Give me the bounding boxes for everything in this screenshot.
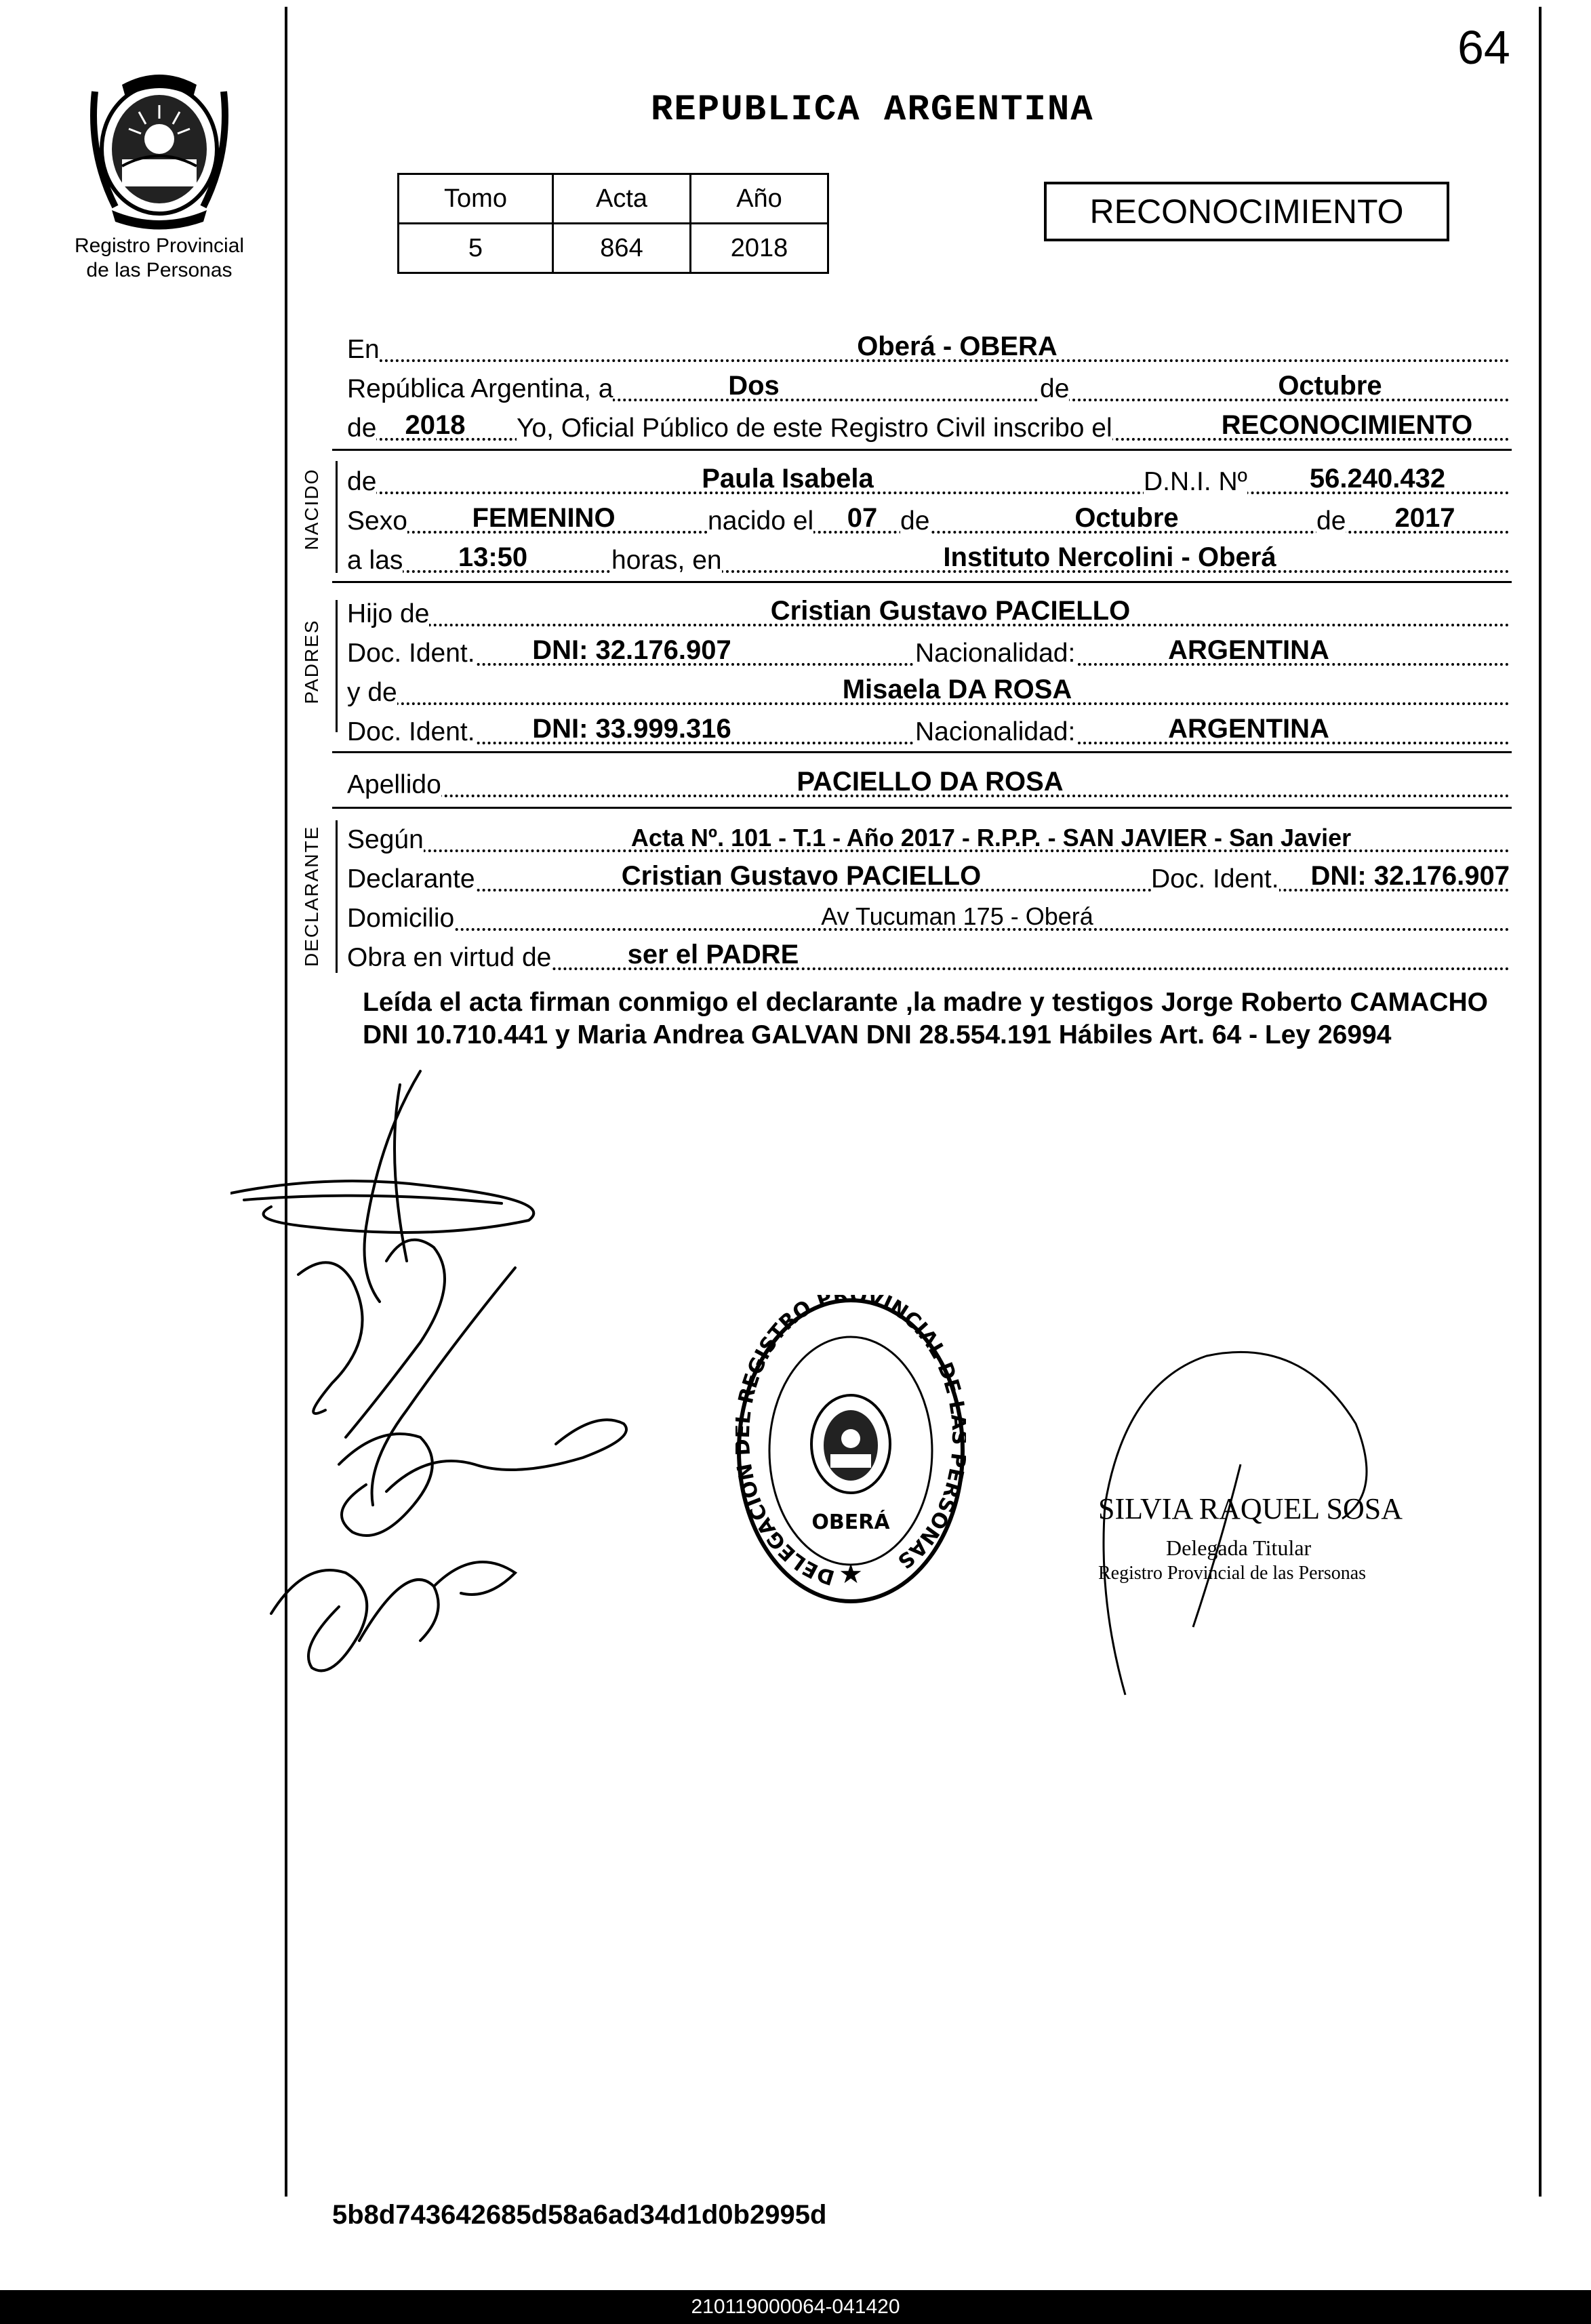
divider-apellido <box>332 807 1512 809</box>
signatures-handwritten <box>230 1058 705 1702</box>
mes-value: Octubre <box>1278 371 1382 401</box>
right-margin-line <box>1539 7 1542 2197</box>
side-label-declarante: DECLARANTE <box>301 825 322 967</box>
province-emblem-icon <box>75 64 244 231</box>
record-table <box>397 173 829 274</box>
divider-padres <box>332 751 1512 753</box>
declarante-bracket <box>336 820 338 973</box>
hijo-de-label: Hijo de <box>347 599 430 628</box>
row-madre-doc <box>347 708 1510 748</box>
side-label-padres: PADRES <box>301 619 322 704</box>
padre-nac-label: Nacionalidad: <box>915 639 1076 668</box>
declarante-doc-label: Doc. Ident. <box>1151 864 1279 894</box>
nacido-de-label: de <box>347 467 377 496</box>
horas-en-label: horas, en <box>611 546 722 575</box>
padre-nombre: Cristian Gustavo PACIELLO <box>770 596 1131 626</box>
official-stamp <box>736 1295 966 1607</box>
row-en <box>347 325 1510 366</box>
table-value-anio: 2018 <box>691 224 828 273</box>
divider-nacido <box>332 581 1512 583</box>
footer-code-bar: 210119000064-041420 <box>0 2290 1591 2324</box>
row-declarante <box>347 855 1510 896</box>
domicilio-value: Av Tucuman 175 - Oberá <box>821 902 1093 930</box>
obra-label: Obra en virtud de <box>347 943 552 972</box>
table-value-tomo: 5 <box>399 224 553 273</box>
row-hijo-de <box>347 590 1510 630</box>
sexo-value: FEMENINO <box>472 503 616 533</box>
official-signature-oval <box>1085 1342 1396 1722</box>
row-domicilio <box>347 894 1510 935</box>
padre-doc: DNI: 32.176.907 <box>532 635 731 665</box>
row-padre-doc <box>347 629 1510 670</box>
madre-doc: DNI: 33.999.316 <box>532 714 731 744</box>
de2-label: de <box>347 414 377 443</box>
closing-paragraph: Leída el acta firman conmigo el declarante ,la madre y testigos Jorge Roberto CAMACHO DNI 10.710.441 y Maria Andrea GALVAN DNI 28.554.191 Hábiles Art. 64 - Ley 26994 <box>363 988 1488 1049</box>
republica-label: República Argentina, a <box>347 374 613 403</box>
en-value: Oberá - OBERA <box>857 332 1058 361</box>
table-header-tomo: Tomo <box>399 174 553 224</box>
nacido-el-label: nacido el <box>708 506 814 536</box>
en-label: En <box>347 335 380 364</box>
declarante-doc: DNI: 32.176.907 <box>1310 861 1510 891</box>
inscribo-value: RECONOCIMIENTO <box>1221 410 1473 440</box>
row-segun <box>347 816 1510 856</box>
row-apellido <box>347 761 1510 801</box>
row-nacido-nombre <box>347 458 1510 498</box>
table-header-anio: Año <box>691 174 828 224</box>
logo-caption <box>27 234 291 283</box>
sexo-label: Sexo <box>347 506 407 536</box>
a-las-label: a las <box>347 546 403 575</box>
anio-value: 2018 <box>405 410 466 440</box>
logo-caption-line1: Registro Provincial <box>74 235 245 257</box>
apellido-label: Apellido <box>347 770 441 799</box>
padre-doc-label: Doc. Ident. <box>347 639 475 668</box>
logo-caption-line2: de las Personas <box>86 259 233 281</box>
obra-value: ser el PADRE <box>627 940 799 969</box>
divider-header <box>332 449 1512 451</box>
official-org: Registro Provincial de las Personas <box>1098 1563 1367 1584</box>
nacido-de-label2: de <box>900 506 930 536</box>
row-inscribo <box>347 404 1510 445</box>
nacido-nombre: Paula Isabela <box>702 464 874 494</box>
row-republica <box>347 365 1510 405</box>
madre-doc-label: Doc. Ident. <box>347 717 475 746</box>
nacido-bracket <box>336 461 338 573</box>
padres-bracket <box>336 600 338 732</box>
nacido-dia: 07 <box>847 503 878 533</box>
apellido-value: PACIELLO DA ROSA <box>797 767 1064 797</box>
segun-value: Acta Nº. 101 - T.1 - Año 2017 - R.P.P. - SAN JAVIER - San Javier <box>630 824 1352 852</box>
official-role: Delegada Titular <box>1166 1536 1312 1560</box>
y-de-label: y de <box>347 678 397 707</box>
yo-text: Yo, Oficial Público de este Registro Civil inscribo el <box>517 414 1112 443</box>
madre-nac-label: Nacionalidad: <box>915 717 1076 746</box>
declarante-label: Declarante <box>347 864 475 894</box>
de-label: de <box>1040 374 1070 403</box>
official-name: SILVIA RAQUEL SOSA <box>1098 1492 1403 1525</box>
page-number: 64 <box>1457 21 1510 74</box>
row-nacido-hora <box>347 536 1510 577</box>
document-title: REPUBLICA ARGENTINA <box>651 89 1094 131</box>
nacido-hora: 13:50 <box>458 542 528 572</box>
domicilio-label: Domicilio <box>347 904 455 933</box>
stamp-ring-text: DELEGACIO REGISTRO PROVINCIAL DE ERSONAS <box>736 1295 966 1590</box>
stamp-city: OBERÁ <box>811 1510 890 1534</box>
dni-label: D.N.I. Nº <box>1144 467 1247 496</box>
table-value-acta: 864 <box>553 224 691 273</box>
nacido-anio: 2017 <box>1394 503 1455 533</box>
row-y-de <box>347 668 1510 709</box>
nacido-mes: Octubre <box>1074 503 1179 533</box>
nacido-lugar: Instituto Nercolini - Oberá <box>943 542 1276 572</box>
side-label-nacido: NACIDO <box>301 468 322 550</box>
svg-text:★: ★ <box>839 1559 863 1589</box>
record-type-box: RECONOCIMIENTO <box>1044 182 1449 241</box>
table-header-acta: Acta <box>553 174 691 224</box>
padre-nacionalidad: ARGENTINA <box>1168 635 1329 665</box>
row-nacido-sexo <box>347 497 1510 538</box>
madre-nacionalidad: ARGENTINA <box>1168 714 1329 744</box>
row-obra <box>347 934 1510 974</box>
dia-value: Dos <box>728 371 780 401</box>
madre-nombre: Misaela DA ROSA <box>842 675 1072 704</box>
nacido-de-label3: de <box>1316 506 1346 536</box>
segun-label: Según <box>347 825 424 854</box>
declarante-nombre: Cristian Gustavo PACIELLO <box>621 861 982 891</box>
document-hash: 5b8d743642685d58a6ad34d1d0b2995d <box>332 2200 827 2230</box>
nacido-dni: 56.240.432 <box>1309 464 1446 494</box>
